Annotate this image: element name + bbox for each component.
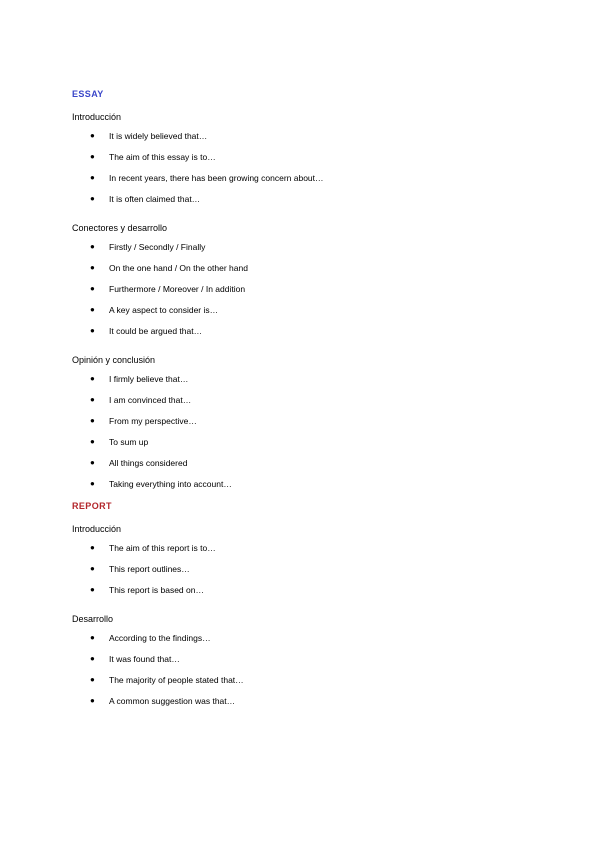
list-item-text: From my perspective…: [109, 416, 197, 426]
list-item-text: It was found that…: [109, 654, 180, 664]
essay-intro-heading: Introducción: [72, 112, 122, 122]
list-item: [72, 261, 532, 282]
bullet-icon: ●: [90, 564, 95, 573]
list-item-text: The majority of people stated that…: [109, 675, 244, 685]
list-item-text: According to the findings…: [109, 633, 211, 643]
essay-opinion-heading: Opinión y conclusión: [72, 355, 156, 365]
list-item-text: Furthermore / Moreover / In addition: [109, 284, 246, 294]
list-item: [72, 541, 532, 562]
bullet-icon: ●: [90, 633, 95, 642]
report-section: [72, 498, 532, 715]
list-item: [72, 240, 532, 261]
list-item: [72, 129, 532, 150]
list-item: [72, 324, 532, 345]
list-item: [72, 393, 532, 414]
report-development-list: [72, 631, 532, 715]
bullet-icon: ●: [90, 374, 95, 383]
list-item-text: It could be argued that…: [109, 326, 203, 336]
list-item-text: It is widely believed that…: [109, 131, 208, 141]
list-item: [72, 282, 532, 303]
bullet-icon: ●: [90, 131, 95, 140]
essay-opinion-list: [72, 372, 532, 498]
bullet-icon: ●: [90, 152, 95, 161]
list-item: [72, 673, 532, 694]
list-item: [72, 456, 532, 477]
essay-connectors-heading: Conectores y desarrollo: [72, 223, 168, 233]
bullet-icon: ●: [90, 395, 95, 404]
list-item: [72, 477, 532, 498]
bullet-icon: ●: [90, 675, 95, 684]
list-item-text: A key aspect to consider is…: [109, 305, 219, 315]
bullet-icon: ●: [90, 173, 95, 182]
list-item: [72, 631, 532, 652]
bullet-icon: ●: [90, 585, 95, 594]
list-item-text: I am convinced that…: [109, 395, 192, 405]
list-item-text: The aim of this report is to…: [109, 543, 216, 553]
list-item: [72, 583, 532, 604]
bullet-icon: ●: [90, 437, 95, 446]
list-item-text: To sum up: [109, 437, 149, 447]
bullet-icon: ●: [90, 263, 95, 272]
list-item-text: Firstly / Secondly / Finally: [109, 242, 206, 252]
bullet-icon: ●: [90, 242, 95, 251]
essay-intro-list: [72, 129, 532, 213]
essay-title: ESSAY: [72, 89, 104, 99]
list-item-text: This report outlines…: [109, 564, 190, 574]
report-development-heading: Desarrollo: [72, 614, 114, 624]
bullet-icon: ●: [90, 326, 95, 335]
essay-section: [72, 86, 532, 498]
bullet-icon: ●: [90, 416, 95, 425]
report-intro-list: [72, 541, 532, 604]
list-item-text: On the one hand / On the other hand: [109, 263, 248, 273]
bullet-icon: ●: [90, 696, 95, 705]
list-item: [72, 435, 532, 456]
list-item-text: This report is based on…: [109, 585, 204, 595]
report-intro-heading: Introducción: [72, 524, 122, 534]
list-item: [72, 171, 532, 192]
essay-connectors-list: [72, 240, 532, 345]
list-item: [72, 414, 532, 435]
bullet-icon: ●: [90, 654, 95, 663]
list-item-text: It is often claimed that…: [109, 194, 201, 204]
bullet-icon: ●: [90, 479, 95, 488]
list-item-text: In recent years, there has been growing concern about…: [109, 173, 324, 183]
list-item: [72, 303, 532, 324]
report-title: REPORT: [72, 501, 112, 511]
bullet-icon: ●: [90, 194, 95, 203]
bullet-icon: ●: [90, 458, 95, 467]
list-item-text: Taking everything into account…: [109, 479, 232, 489]
bullet-icon: ●: [90, 284, 95, 293]
list-item: [72, 192, 532, 213]
list-item-text: The aim of this essay is to…: [109, 152, 216, 162]
bullet-icon: ●: [90, 543, 95, 552]
list-item: [72, 694, 532, 715]
list-item-text: All things considered: [109, 458, 188, 468]
bullet-icon: ●: [90, 305, 95, 314]
document-body: [72, 86, 532, 715]
list-item: [72, 372, 532, 393]
list-item-text: A common suggestion was that…: [109, 696, 236, 706]
list-item: [72, 652, 532, 673]
list-item: [72, 562, 532, 583]
list-item: [72, 150, 532, 171]
list-item-text: I firmly believe that…: [109, 374, 189, 384]
